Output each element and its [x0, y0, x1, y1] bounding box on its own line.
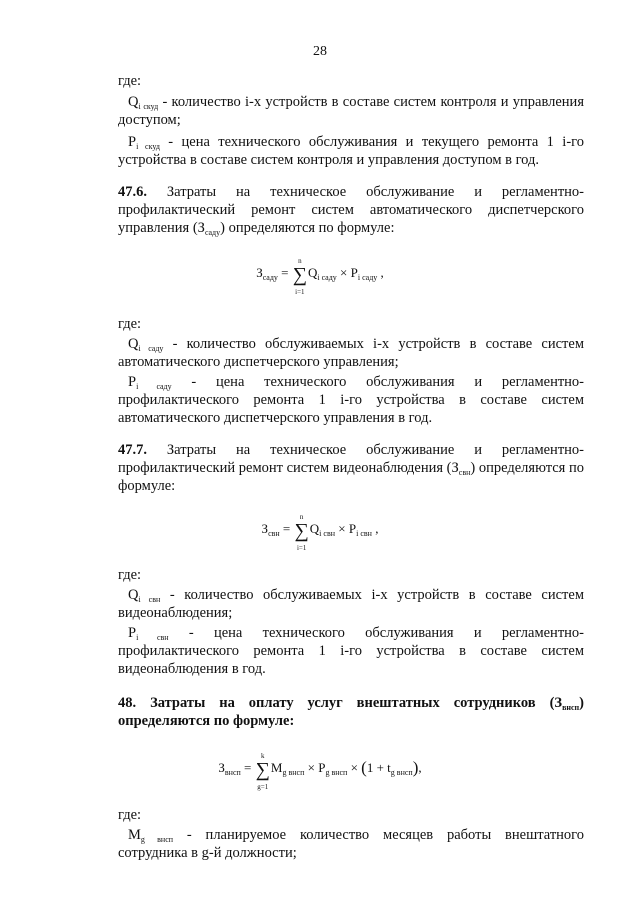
definition-continuation: устройства в составе систем контроля и управления доступом в год. [118, 152, 540, 168]
formula-sub: g внсп [325, 768, 348, 777]
section-48-line2: определяются по формуле: [118, 713, 295, 729]
formula-lhs: З [261, 521, 269, 536]
formula-sub: g внсп [282, 768, 305, 777]
formula-47-6 [0, 257, 640, 296]
symbol-sub: внсп [562, 703, 580, 712]
where-label: где: [118, 73, 142, 89]
formula-sub: свн [268, 529, 280, 538]
formula-m: M [270, 760, 283, 775]
symbol: Q [128, 336, 139, 352]
symbol-sub: i сaду [138, 344, 164, 353]
symbol: Q [128, 587, 139, 603]
definition-text: - количество i-х устройств в составе систем контроля и управления [158, 94, 584, 110]
formula-sub: внсп [224, 768, 241, 777]
formula-q: Q [308, 265, 318, 280]
formula-one-plus-t: 1 + t [366, 760, 391, 775]
formula-end: , [377, 265, 384, 280]
formula-times: × [347, 760, 362, 775]
sum-bottom: i=1 [296, 544, 307, 552]
formula-times: × [335, 521, 349, 536]
formula-sub: g внсп [390, 768, 413, 777]
definition-continuation: доступом; [118, 112, 181, 128]
definition-text: - цена технического обслуживания и регламентно- [171, 374, 584, 390]
sum-top: n [298, 257, 302, 265]
symbol-sub: i скуд [136, 142, 160, 151]
where-label: где: [118, 807, 142, 823]
formula-sub: i сaду [357, 273, 378, 282]
symbol-sub: i свн [138, 595, 161, 604]
symbol-sub: i скуд [138, 102, 159, 111]
formula-p: P [348, 521, 357, 536]
symbol-sub: g внсп [140, 835, 174, 844]
definition-continuation: профилактического ремонта 1 i-го устройства в составе систем [118, 643, 584, 659]
section-47-7-line3: формуле: [118, 478, 176, 494]
symbol-sub: i свн [136, 633, 169, 642]
sum-top: n [299, 513, 304, 521]
formula-end: , [371, 521, 379, 536]
section-text: ) определяются по [470, 460, 584, 476]
formula-p: P [318, 760, 326, 775]
section-text: ) [579, 695, 584, 711]
definition-continuation: видеонаблюдения; [118, 605, 233, 621]
section-47-7-line1 [118, 441, 584, 459]
where-label: где: [118, 316, 142, 332]
section-text: ) определяются по формуле: [220, 220, 395, 236]
formula-eq: = [277, 265, 292, 280]
section-text: 48. Затраты на оплату услуг внештатных сотрудников (З [118, 695, 563, 711]
formula-lhs: З [218, 760, 225, 775]
definition-q-skud [128, 93, 584, 116]
definition-continuation: профилактического ремонта 1 i-го устройства в составе систем [118, 392, 584, 408]
definition-text: - планируемое количество месяцев работы внештатного [173, 827, 584, 843]
definition-continuation: сотрудника в g-й должности; [118, 845, 297, 861]
symbol-sub: сaду [204, 228, 221, 237]
formula-end: , [418, 760, 422, 775]
definition-text: - количество обслуживаемых i-х устройств в составе систем [160, 587, 585, 603]
section-47-6-line2: профилактический ремонт систем автоматического диспетчерского [118, 202, 584, 218]
definition-continuation: автоматического диспетчерского управления в год. [118, 410, 433, 426]
page-number: 28 [313, 44, 327, 59]
symbol: P [128, 374, 137, 390]
section-47-7-line2 [118, 459, 584, 482]
definition-continuation: автоматического диспетчерского управления; [118, 354, 399, 370]
formula-sub: сaду [262, 273, 278, 282]
formula-times: × [304, 760, 319, 775]
definition-continuation: видеонаблюдения в год. [118, 661, 266, 677]
symbol: Q [128, 94, 139, 110]
formula-eq: = [240, 760, 255, 775]
formula-sub: i сaду [317, 273, 337, 282]
symbol: M [128, 827, 141, 843]
sum-sign: ∑ n i=1 [292, 257, 307, 296]
definition-text: - количество обслуживаемых i-х устройств в составе систем [163, 336, 584, 352]
section-text: управления (З [118, 220, 205, 236]
section-number: 47.6. [118, 184, 147, 200]
formula-lhs: З [256, 265, 263, 280]
section-text: Затраты на техническое обслуживание и регламентно- [147, 442, 584, 458]
formula-48 [0, 752, 640, 791]
sum-bottom: i=1 [295, 288, 305, 296]
symbol-sub: свн [458, 468, 471, 477]
formula-eq: = [279, 521, 294, 536]
formula-times: × [336, 265, 351, 280]
symbol: P [128, 625, 137, 641]
symbol: P [128, 134, 137, 150]
formula-47-7 [0, 513, 640, 552]
sum-bottom: g=1 [257, 783, 269, 791]
definition-text: - цена технического обслуживания и регламентно- [168, 625, 584, 641]
section-47-6-line3 [118, 219, 394, 242]
sum-sign: ∑ k g=1 [255, 752, 270, 791]
formula-sub: i свн [319, 529, 336, 538]
formula-sub: i свн [356, 529, 372, 538]
section-text: профилактический ремонт систем видеонаблюдения (З [118, 460, 459, 476]
section-text: Затраты на техническое обслуживание и регламентно- [147, 184, 584, 200]
paren-close: ) [412, 758, 419, 777]
symbol-sub: i сaду [136, 382, 172, 391]
sum-top: k [261, 752, 265, 760]
formula-q: Q [309, 521, 320, 536]
paren-open: ( [361, 758, 367, 777]
sum-sign: ∑ n i=1 [294, 513, 309, 552]
section-number: 47.7. [118, 442, 147, 458]
section-47-6-line1 [118, 183, 584, 201]
formula-p: P [350, 265, 358, 280]
where-label: где: [118, 567, 142, 583]
definition-text: - цена технического обслуживания и текущего ремонта 1 i-го [159, 134, 584, 150]
